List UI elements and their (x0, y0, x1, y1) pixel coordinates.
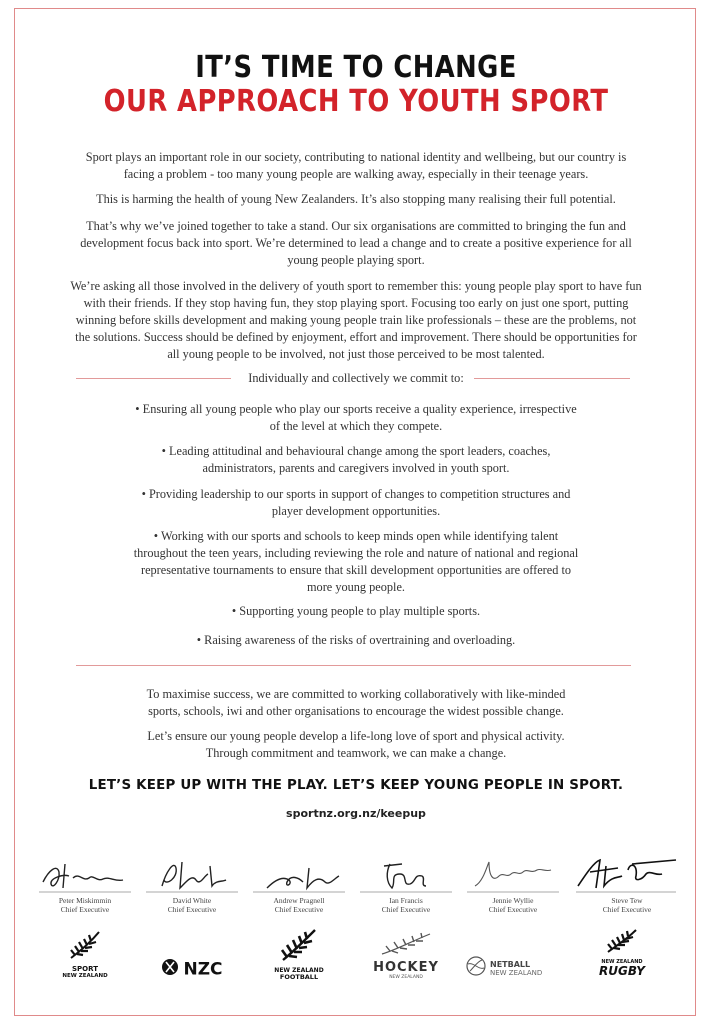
netball-icon (466, 956, 486, 981)
page-title: IT’S TIME TO CHANGE (195, 50, 517, 85)
nz-rugby-logo (567, 928, 677, 984)
signatory-name: Jennie Wyllie (492, 896, 534, 905)
fern-icon (65, 928, 105, 960)
signatory-role: Chief Executive (274, 905, 324, 914)
fern-icon (277, 928, 321, 962)
signatory (351, 852, 461, 914)
signature-icon (356, 852, 456, 896)
logo-text: NZC (183, 959, 223, 980)
commitment-item: • Supporting young people to play multiple sports. (231, 604, 481, 618)
commitments-heading: Individually and collectively we commit to: (248, 371, 464, 385)
signatory (572, 852, 682, 914)
signatory-name: Steve Tew (611, 896, 643, 905)
logo-subtext: NEW ZEALAND (389, 975, 423, 980)
signature-icon (249, 852, 349, 896)
closing-paragraph: Let’s ensure our young people develop a life-long love of sport and physical activity. Through commitment and teamwork, we can make a change. (147, 729, 565, 760)
signatory (244, 852, 354, 914)
signatory-role: Chief Executive (488, 905, 538, 914)
intro-paragraph: This is harming the health of young New Zealanders. It’s also stopping many realising their full potential. (96, 192, 616, 206)
signature-icon (142, 852, 242, 896)
signatory-role: Chief Executive (381, 905, 431, 914)
signatory (137, 852, 247, 914)
nzc-logo (137, 928, 247, 984)
commitment-item: • Leading attitudinal and behavioural change among the sport leaders, coaches, administrators, parents and caregivers involved in youth sport. (161, 444, 551, 475)
closing-paragraph: To maximise success, we are committed to working collaboratively with like-minded sports, schools, iwi and other organisations to encourage the widest possible change. (146, 687, 566, 718)
signatory-role: Chief Executive (167, 905, 217, 914)
logo-subtext: RUGBY (598, 964, 645, 978)
signatory-name: Ian Francis (389, 896, 423, 905)
commitment-item: • Raising awareness of the risks of overtraining and overloading. (196, 633, 516, 647)
signatory-name: David White (172, 896, 212, 905)
signatory (458, 852, 568, 914)
logo-text: NEW ZEALAND (274, 967, 324, 974)
fern-icon (602, 928, 642, 954)
page-subtitle: OUR APPROACH TO YOUTH SPORT (103, 84, 609, 119)
divider (474, 378, 630, 379)
slogan: LET’S KEEP UP WITH THE PLAY. LET’S KEEP YOUNG PEOPLE IN SPORT. (88, 778, 624, 793)
campaign-url[interactable]: sportnz.org.nz/keepup (286, 807, 426, 820)
hockey-nz-logo (351, 928, 461, 984)
signature-icon (572, 852, 682, 896)
logo-text: NETBALL (490, 960, 531, 969)
logo-subtext: FOOTBALL (279, 973, 319, 981)
hockey-fern-icon (376, 928, 436, 956)
logo-subtext: NEW ZEALAND (490, 969, 543, 977)
sport-nz-logo (30, 928, 140, 984)
logo-text: HOCKEY (373, 960, 439, 975)
nzc-icon (161, 958, 179, 981)
intro-paragraph: We’re asking all those involved in the delivery of youth sport to remember this: young people play sport to have fun with their friends. If they stop having fun, they stop playing sport. Focusing too early on just one sport, putting winning before skills development and making young people train like professionals – these are the problems, not the solutions. Success should be defined by enjoyment, effort and improvement. There should be opportunities for all young people to be involved, not just those perceived to be most talented. (70, 279, 642, 361)
signature-icon (35, 852, 135, 896)
signatory (30, 852, 140, 914)
signatory-name: Andrew Pragnell (273, 896, 325, 905)
intro-paragraph: That’s why we’ve joined together to take a stand. Our six organisations are committed to bringing the fun and development focus back into sport. We’re determined to lead a change and to create a positive experience for all young people playing sport. (80, 219, 632, 267)
divider (76, 665, 631, 666)
intro-paragraph: Sport plays an important role in our society, contributing to national identity and wellbeing, but our country is facing a problem - too many young people are walking away, especially in their teenage years. (85, 150, 627, 181)
commitment-item: • Providing leadership to our sports in support of changes to competition structures and player development opportunities. (141, 487, 571, 518)
commitment-item: • Ensuring all young people who play our sports receive a quality experience, irrespective of the level at which they compete. (135, 402, 577, 433)
nz-football-logo (244, 928, 354, 984)
signatory-role: Chief Executive (602, 905, 652, 914)
signatory-name: Peter Miskimmin (58, 896, 112, 905)
signatory-role: Chief Executive (60, 905, 110, 914)
netball-nz-logo (466, 928, 576, 984)
logo-subtext: NEW ZEALAND (62, 973, 108, 979)
logo-text: SPORT (72, 965, 98, 973)
signature-icon (463, 852, 563, 896)
commitment-item: • Working with our sports and schools to keep minds open while identifying talent throughout the teen years, including reviewing the role and nature of national and regional representative tournaments to ensure that skill development opportunities are offered to more young people. (133, 529, 579, 594)
logo-text: NEW ZEALAND (601, 959, 643, 965)
